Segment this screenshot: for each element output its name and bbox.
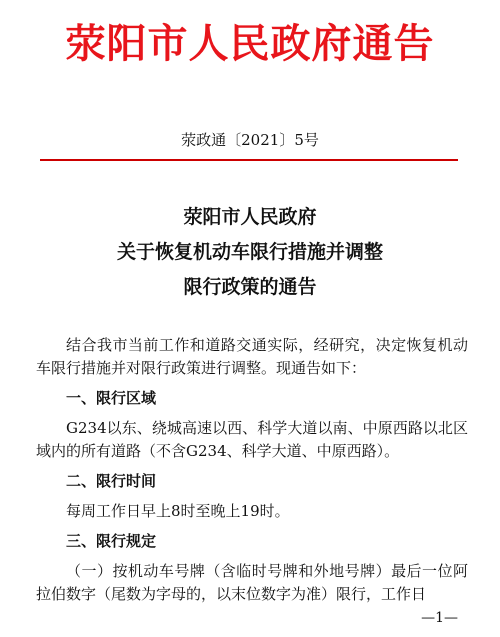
notice-title-line-2: 关于恢复机动车限行措施并调整 <box>116 241 383 263</box>
section-heading-restricted-time: 二、限行时间 <box>66 472 157 490</box>
notice-title-line-3: 限行政策的通告 <box>183 276 317 298</box>
document-number: 荥政通〔2021〕5号 <box>181 131 319 149</box>
red-divider-line <box>40 159 458 161</box>
restricted-time-paragraph: 每周工作日早上8时至晚上19时。 <box>66 502 290 520</box>
intro-paragraph: 结合我市当前工作和道路交通实际，经研究，决定恢复机动车限行措施并对限行政策进行调整。现通告如下： <box>36 336 468 377</box>
restricted-area-paragraph: G234以东、绕城高速以西、科学大道以南、中原西路以北区域内的所有道路（不含G234、科学大道、中原西路）。 <box>36 419 468 460</box>
notice-title-line-1: 荥阳市人民政府 <box>183 206 317 228</box>
masthead-title: 荥阳市人民政府通告 <box>65 20 435 67</box>
section-heading-restriction-rules: 三、限行规定 <box>66 532 157 550</box>
section-heading-restricted-area: 一、限行区域 <box>66 389 157 407</box>
page-number: —1— <box>421 610 458 626</box>
notice-body <box>36 334 468 613</box>
restriction-rules-paragraph: （一）按机动车号牌（含临时号牌和外地号牌）最后一位阿拉伯数字（尾数为字母的，以末位数字为准）限行，工作日 <box>36 562 468 603</box>
